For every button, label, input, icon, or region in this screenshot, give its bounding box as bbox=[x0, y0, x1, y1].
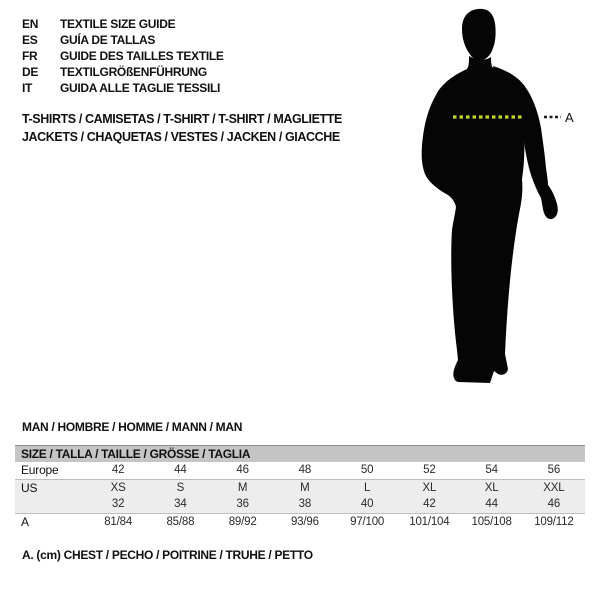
language-row-it bbox=[22, 80, 224, 96]
size-cell: 40 bbox=[360, 498, 374, 511]
size-cell: 81/84 bbox=[104, 515, 133, 528]
size-cell: XL bbox=[422, 481, 437, 494]
language-row-fr bbox=[22, 48, 224, 64]
row-label: US bbox=[21, 480, 38, 495]
size-cell: 50 bbox=[360, 464, 374, 477]
table-row-us bbox=[15, 479, 585, 497]
size-cell: XXL bbox=[543, 481, 565, 494]
man-figure-silhouette bbox=[395, 0, 600, 400]
size-cell: 85/88 bbox=[166, 515, 195, 528]
language-label: GUIDE DES TAILLES TEXTILE bbox=[60, 49, 224, 63]
language-row-es bbox=[22, 32, 224, 48]
section-title-man: MAN / HOMBRE / HOMME / MANN / MAN bbox=[22, 420, 243, 434]
measure-label-a: A bbox=[565, 110, 574, 125]
language-label: GUIDA ALLE TAGLIE TESSILI bbox=[60, 81, 221, 95]
size-cell: 34 bbox=[174, 498, 187, 511]
size-cell: 93/96 bbox=[290, 515, 319, 528]
table-row-chest-a bbox=[15, 513, 585, 531]
size-cell: 38 bbox=[298, 498, 312, 511]
row-label: Europe bbox=[21, 463, 59, 478]
figure-body bbox=[422, 56, 525, 383]
size-cell: XS bbox=[110, 481, 126, 494]
language-label: TEXTILE SIZE GUIDE bbox=[60, 17, 176, 31]
table-row-numeric bbox=[15, 496, 585, 513]
size-table bbox=[15, 445, 585, 530]
table-row-europe bbox=[15, 462, 585, 479]
size-cell: 46 bbox=[547, 498, 561, 511]
size-cell: 54 bbox=[485, 464, 498, 477]
category-line-jackets: JACKETS / CHAQUETAS / VESTES / JACKEN / GIACCHE bbox=[22, 129, 340, 144]
size-cell: 42 bbox=[111, 464, 125, 477]
language-code: IT bbox=[22, 81, 33, 95]
size-cell: 32 bbox=[111, 498, 125, 511]
size-cell: 56 bbox=[547, 464, 561, 477]
language-row-en bbox=[22, 16, 224, 32]
measurement-footnote: A. (cm) CHEST / PECHO / POITRINE / TRUHE / PETTO bbox=[22, 548, 313, 562]
language-list bbox=[22, 16, 224, 96]
language-code: ES bbox=[22, 33, 38, 47]
size-cell: M bbox=[300, 481, 310, 494]
size-cell: 101/104 bbox=[409, 515, 450, 528]
language-label: TEXTILGRÖßENFÜHRUNG bbox=[60, 65, 207, 79]
category-line-tshirts: T-SHIRTS / CAMISETAS / T-SHIRT / T-SHIRT / MAGLIETTE bbox=[22, 112, 342, 126]
size-cell: L bbox=[364, 481, 371, 494]
category-list bbox=[22, 111, 342, 146]
language-code: DE bbox=[22, 65, 39, 79]
size-cell: XL bbox=[484, 481, 499, 494]
size-cell: 89/92 bbox=[228, 515, 257, 528]
size-cell: 44 bbox=[485, 498, 498, 511]
size-cell: 36 bbox=[236, 498, 249, 511]
size-cell: 46 bbox=[236, 464, 249, 477]
size-cell: 48 bbox=[298, 464, 312, 477]
size-cell: 42 bbox=[423, 498, 436, 511]
row-label: A bbox=[21, 514, 29, 529]
size-cell: 44 bbox=[174, 464, 187, 477]
size-cell: 105/108 bbox=[471, 515, 512, 528]
language-row-de bbox=[22, 64, 224, 80]
size-cell: S bbox=[176, 481, 185, 494]
size-cell: 52 bbox=[423, 464, 436, 477]
language-code: FR bbox=[22, 49, 38, 63]
language-label: GUÍA DE TALLAS bbox=[60, 33, 156, 47]
size-cell: M bbox=[237, 481, 248, 494]
language-code: EN bbox=[22, 17, 39, 31]
size-cell: 109/112 bbox=[534, 515, 574, 528]
figure-head bbox=[462, 9, 496, 61]
size-table-header: SIZE / TALLA / TAILLE / GRÖSSE / TAGLIA bbox=[15, 445, 585, 462]
size-cell: 97/100 bbox=[350, 515, 385, 528]
